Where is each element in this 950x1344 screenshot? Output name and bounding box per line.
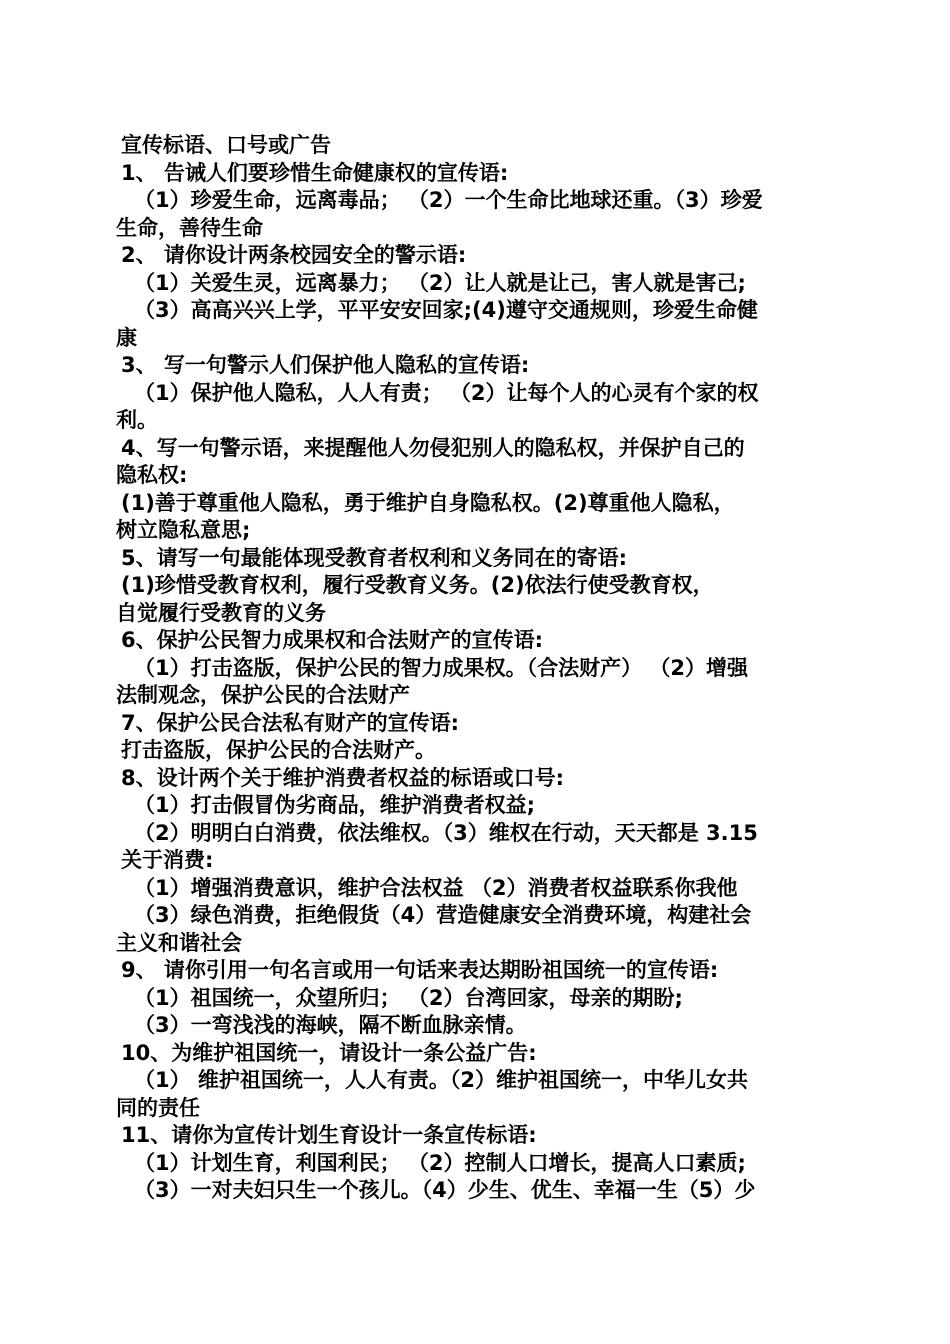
- document-line: （2）明明白白消费，依法维权。（3）维权在行动，天天都是 3.15: [134, 820, 758, 845]
- document-line: 法制观念，保护公民的合法财产: [116, 683, 410, 707]
- document-line: （1） 维护祖国统一，人人有责。（2）维护祖国统一，中华儿女共: [134, 1068, 749, 1092]
- document-line: 树立隐私意思;: [116, 518, 251, 542]
- document-line: （1）珍爱生命，远离毒品； （2）一个生命比地球还重。（3）珍爱: [134, 188, 763, 212]
- document-line: 主义和谐社会: [116, 930, 242, 955]
- document-line: （3）绿色消费，拒绝假货（4）营造健康安全消费环境，构建社会: [134, 903, 752, 927]
- document-line: （1）打击盗版，保护公民的智力成果权。（合法财产） （2）增强: [134, 655, 749, 680]
- document-line: 9、 请你引用一句名言或用一句话来表达期盼祖国统一的宣传语:: [121, 958, 719, 982]
- document-line: （3）一弯浅浅的海峡，隔不断血脉亲情。: [134, 1013, 527, 1037]
- document-line: （1）计划生育，利国利民； （2）控制人口增长，提高人口素质;: [134, 1150, 746, 1175]
- document-line: 4、写一句警示语，来提醒他人勿侵犯别人的隐私权，并保护自己的: [121, 435, 745, 460]
- document-body: [116, 132, 838, 1205]
- document-line: 打击盗版，保护公民的合法财产。: [121, 738, 436, 762]
- document-line: 2、 请你设计两条校园安全的警示语:: [121, 243, 467, 267]
- document-line: 生命，善待生命: [116, 215, 263, 240]
- document-line: 康: [116, 325, 137, 350]
- document-line: （3）一对夫妇只生一个孩儿。（4）少生、优生、幸福一生（5）少: [134, 1178, 756, 1202]
- document-line: 宣传标语、口号或广告: [121, 133, 331, 157]
- document-line: (1)善于尊重他人隐私，勇于维护自身隐私权。(2)尊重他人隐私，: [121, 490, 735, 515]
- document-line: 6、保护公民智力成果权和合法财产的宣传语:: [121, 628, 544, 652]
- document-line: (1)珍惜受教育权利，履行受教育义务。(2)依法行使受教育权，: [121, 573, 714, 597]
- document-line: （1）增强消费意识，维护合法权益 （2）消费者权益联系你我他: [134, 875, 738, 900]
- document-line: （1）打击假冒伪劣商品，维护消费者权益;: [134, 793, 536, 817]
- document-line: 自觉履行受教育的义务: [116, 600, 326, 625]
- document-line: （3）高高兴兴上学，平平安安回家;(4)遵守交通规则，珍爱生命健: [134, 298, 758, 322]
- document-line: 1、 告诫人们要珍惜生命健康权的宣传语:: [121, 160, 509, 185]
- document-line: 关于消费:: [121, 848, 214, 872]
- document-line: 利。: [116, 408, 158, 432]
- document-line: （1）祖国统一，众望所归； （2）台湾回家，母亲的期盼;: [134, 985, 683, 1010]
- document-line: 3、 写一句警示人们保护他人隐私的宣传语:: [121, 353, 530, 377]
- document-line: 5、请写一句最能体现受教育者权利和义务同在的寄语:: [121, 545, 628, 570]
- document-line: 11、请你为宣传计划生育设计一条宣传标语:: [121, 1123, 537, 1147]
- document-line: （1）关爱生灵，远离暴力； （2）让人就是让己，害人就是害己;: [134, 270, 746, 295]
- document-line: 隐私权:: [116, 463, 188, 487]
- document-line: 7、保护公民合法私有财产的宣传语:: [121, 710, 460, 735]
- document-line: 同的责任: [116, 1095, 200, 1120]
- document-line: （1）保护他人隐私，人人有责； （2）让每个人的心灵有个家的权: [134, 380, 759, 405]
- document-line: 10、为维护祖国统一，请设计一条公益广告:: [121, 1040, 537, 1065]
- document-line: 8、设计两个关于维护消费者权益的标语或口号:: [121, 765, 565, 790]
